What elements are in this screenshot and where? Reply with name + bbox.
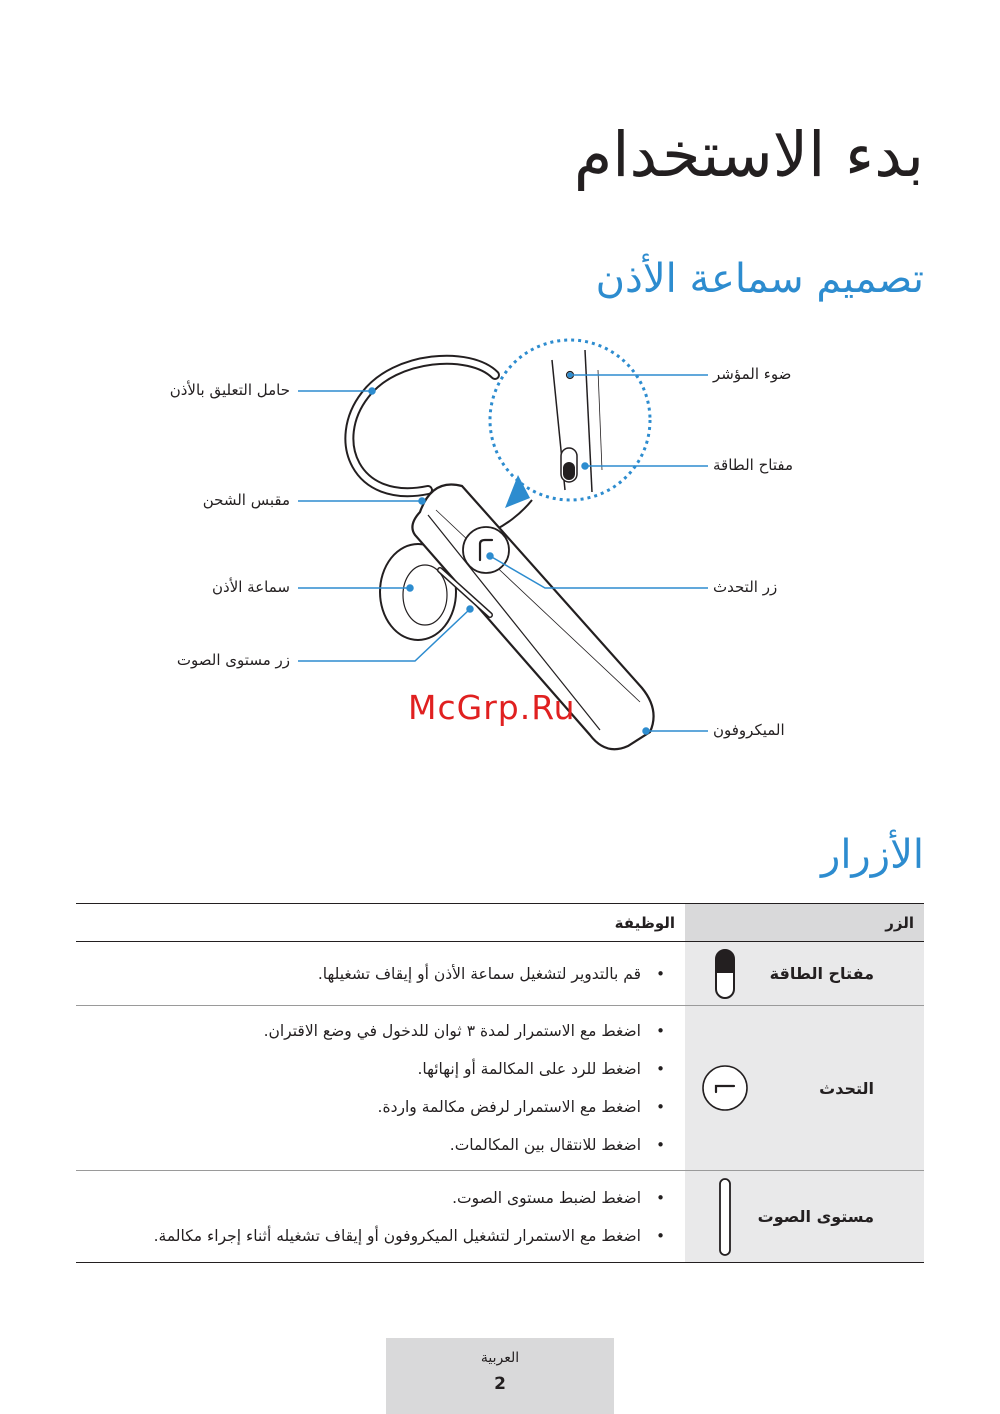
table-row [76,1171,924,1263]
label-ear-hook: حامل التعليق بالأذن [169,381,290,399]
function-cell [76,1006,685,1171]
function-item: • اضغط للانتقال بين المكالمات. [86,1126,667,1164]
button-cell [685,942,924,1006]
function-cell [76,942,685,1006]
buttons-table [76,903,924,1263]
label-volume-button: زر مستوى الصوت [176,651,290,669]
design-section-title: تصميم سماعة الأذن [595,256,924,302]
label-talk-button: زر التحدث [713,578,778,596]
button-name: مستوى الصوت [757,1207,874,1226]
watermark: McGrp.Ru [408,688,576,727]
table-header-row [76,904,924,942]
function-item: • اضغط مع الاستمرار لرفض مكالمة واردة. [86,1088,667,1126]
function-item: • قم بالتدوير لتشغيل سماعة الأذن أو إيقاف تشغيلها. [86,955,667,993]
label-earpiece: سماعة الأذن [212,578,290,596]
table-row [76,1006,924,1171]
page-title: بدء الاستخدام [573,118,924,191]
buttons-section-title: الأزرار [821,832,924,878]
header-button: الزر [685,904,924,942]
label-indicator-light: ضوء المؤشر [713,365,792,383]
button-name: التحدث [819,1078,874,1098]
page-footer [386,1338,614,1414]
label-charging-port: مقبس الشحن [202,491,290,509]
function-item: • اضغط لضبط مستوى الصوت. [86,1179,667,1217]
table-row [76,942,924,1006]
label-microphone: الميكروفون [713,721,785,739]
function-cell [76,1171,685,1263]
function-item: • اضغط للرد على المكالمة أو إنهائها. [86,1050,667,1088]
function-item: • اضغط مع الاستمرار لمدة ٣ ثوان للدخول في وضع الاقتران. [86,1012,667,1050]
footer-language: العربية [480,1350,520,1366]
button-cell [685,1006,924,1171]
function-item: • اضغط مع الاستمرار لتشغيل الميكروفون أو إيقاف تشغيله أثناء إجراء مكالمة. [86,1217,667,1255]
volume-button-icon [695,1177,755,1257]
button-cell [685,1171,924,1263]
header-function: الوظيفة [76,904,685,942]
button-name: مفتاح الطاقة [769,964,874,983]
page-number: 2 [494,1374,506,1394]
power-switch-icon [695,948,755,1000]
talk-button-icon [695,1064,755,1112]
label-power-switch: مفتاح الطاقة [713,456,793,474]
